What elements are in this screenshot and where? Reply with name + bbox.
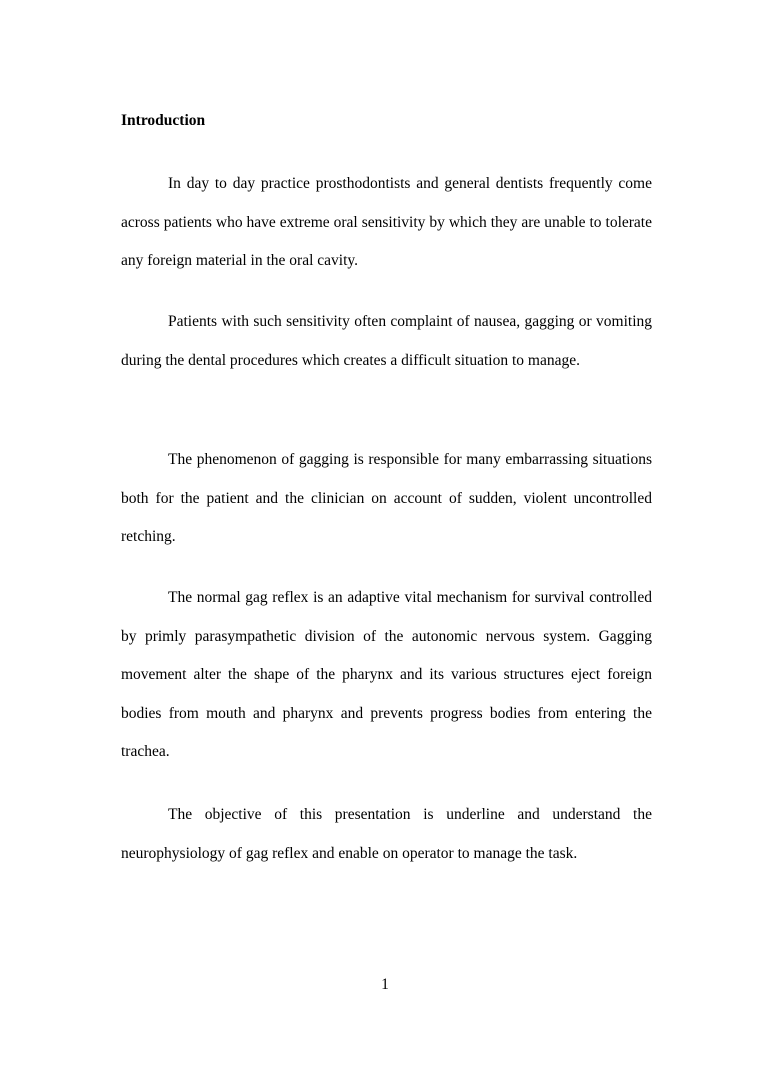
- paragraph: In day to day practice prosthodontists and general dentists frequently come across patients who have extreme oral sensitivity by which they are unable to tolerate any foreign material in the oral cavity.: [121, 175, 652, 269]
- page-number: 1: [381, 976, 389, 993]
- paragraph: The normal gag reflex is an adaptive vital mechanism for survival controlled by primly parasympathetic division of the autonomic nervous system. Gagging movement alter the shape of the pharynx and its various structures eject foreign bodies from mouth and pharynx and prevents progress bodies from entering the trachea.: [121, 589, 652, 760]
- section-heading: Introduction: [121, 112, 206, 129]
- paragraph: The objective of this presentation is underline and understand the neurophysiology of gag reflex and enable on operator to manage the task.: [121, 806, 652, 862]
- paragraph: Patients with such sensitivity often complaint of nausea, gagging or vomiting during the dental procedures which creates a difficult situation to manage.: [121, 313, 652, 369]
- paragraph: The phenomenon of gagging is responsible for many embarrassing situations both for the patient and the clinician on account of sudden, violent uncontrolled retching.: [121, 451, 652, 545]
